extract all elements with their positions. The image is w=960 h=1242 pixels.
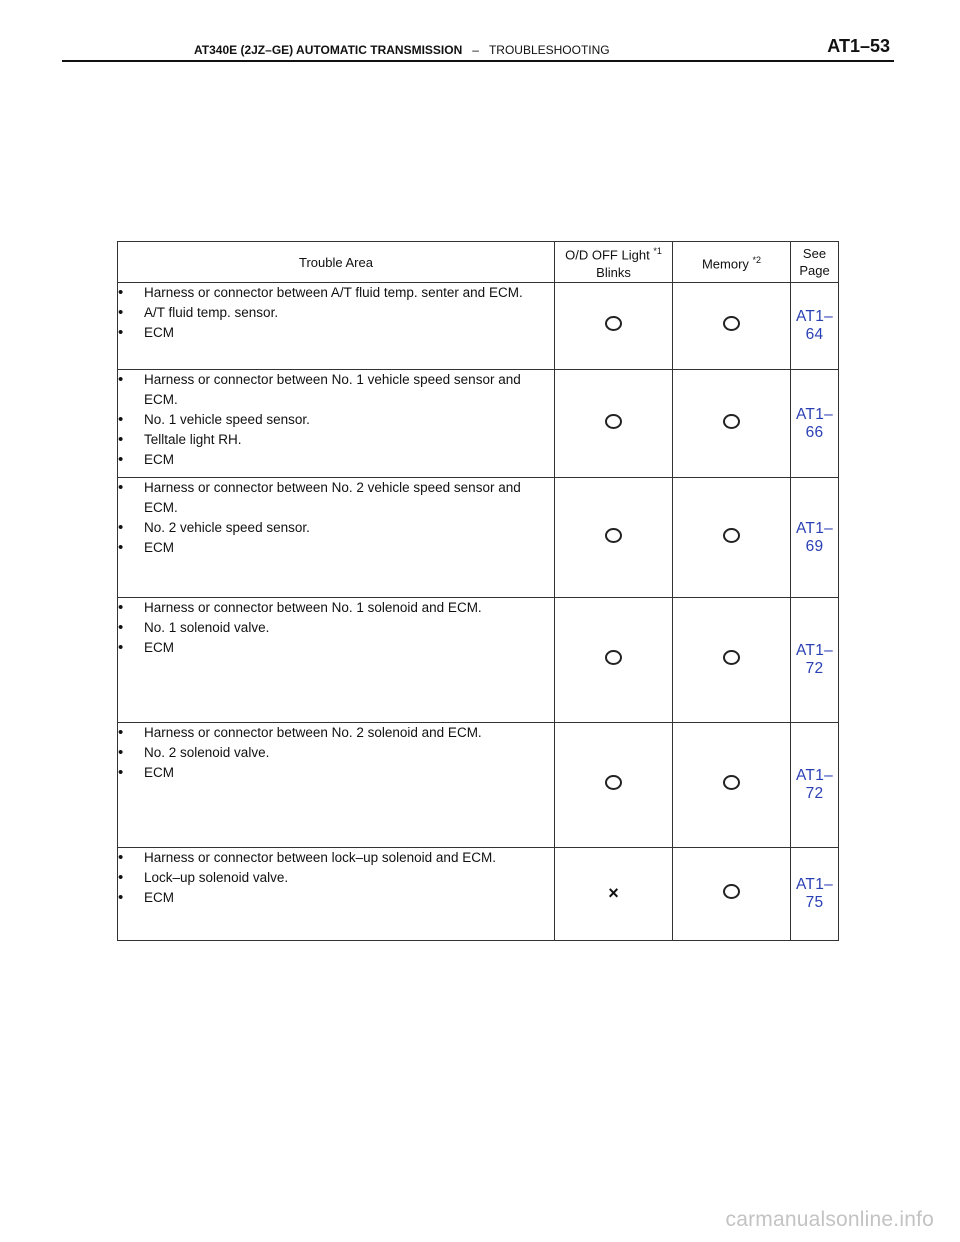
trouble-item: • Harness or connector between No. 2 vehicle speed sensor and ECM. xyxy=(118,478,554,518)
table-row xyxy=(118,283,839,370)
trouble-item: • Harness or connector between No. 2 solenoid and ECM. xyxy=(118,723,554,743)
header-od-off-light xyxy=(555,242,673,283)
table-row xyxy=(118,370,839,478)
page-reference-link[interactable]: AT1–72 xyxy=(795,767,834,802)
page-header xyxy=(62,26,894,62)
trouble-item: • No. 2 solenoid valve. xyxy=(118,743,554,763)
see-page-cell xyxy=(791,598,839,723)
trouble-item: • Harness or connector between No. 1 solenoid and ECM. xyxy=(118,598,554,618)
trouble-item: • ECM xyxy=(118,323,554,343)
trouble-item: • Harness or connector between A/T fluid temp. senter and ECM. xyxy=(118,283,554,303)
trouble-item: • Telltale light RH. xyxy=(118,430,554,450)
circle-mark-icon xyxy=(723,316,740,331)
trouble-area-list xyxy=(118,848,554,908)
page-reference-link[interactable]: AT1–64 xyxy=(795,308,834,343)
see-page-cell xyxy=(791,370,839,478)
trouble-item: • ECM xyxy=(118,538,554,558)
memory-cell xyxy=(673,723,791,848)
circle-mark-icon xyxy=(605,414,622,429)
circle-mark-icon xyxy=(723,884,740,899)
trouble-item: • A/T fluid temp. sensor. xyxy=(118,303,554,323)
page-reference-link[interactable]: AT1–69 xyxy=(795,519,834,555)
circle-mark-icon xyxy=(605,316,622,331)
note-1: *1 xyxy=(653,246,662,257)
header-separator: – xyxy=(472,43,479,57)
header-section: TROUBLESHOOTING xyxy=(488,43,610,57)
page-number: AT1–53 xyxy=(827,36,890,56)
trouble-area-list xyxy=(118,723,554,783)
header-title: AT340E (2JZ–GE) AUTOMATIC TRANSMISSION xyxy=(194,43,463,57)
memory-cell xyxy=(673,848,791,941)
header-page-label: Page xyxy=(799,263,830,278)
header-memory-label: Memory xyxy=(701,256,749,272)
trouble-item: • Lock–up solenoid valve. xyxy=(118,868,554,888)
trouble-item: • ECM xyxy=(118,888,554,908)
trouble-item: • Harness or connector between No. 1 vehicle speed sensor and ECM. xyxy=(118,370,554,410)
see-page-cell xyxy=(791,723,839,848)
trouble-item: • No. 1 solenoid valve. xyxy=(118,618,554,638)
od-off-cell xyxy=(555,598,673,723)
cross-mark-icon: × xyxy=(608,883,619,903)
trouble-item: • Harness or connector between lock–up solenoid and ECM. xyxy=(118,848,554,868)
memory-cell xyxy=(673,478,791,598)
table-row xyxy=(118,598,839,723)
trouble-area-list xyxy=(118,283,554,343)
trouble-table xyxy=(117,241,839,941)
od-off-cell xyxy=(555,723,673,848)
trouble-item: • ECM xyxy=(118,638,554,658)
circle-mark-icon xyxy=(605,528,622,543)
od-off-cell xyxy=(555,478,673,598)
od-off-cell xyxy=(555,848,673,941)
trouble-item: • No. 1 vehicle speed sensor. xyxy=(118,410,554,430)
circle-mark-icon xyxy=(723,650,740,665)
header-see-page xyxy=(791,242,839,283)
watermark: carmanualsonline.info xyxy=(725,1208,934,1231)
table-header-row xyxy=(118,242,839,283)
memory-cell xyxy=(673,370,791,478)
header-see-label: See xyxy=(802,246,827,261)
header-trouble-area: Trouble Area xyxy=(118,242,555,283)
header-od-off-label: O/D OFF Light xyxy=(565,247,650,263)
circle-mark-icon xyxy=(723,414,740,429)
memory-cell xyxy=(673,598,791,723)
trouble-area-cell xyxy=(118,848,555,941)
header-left xyxy=(194,43,610,57)
trouble-area-cell xyxy=(118,370,555,478)
table-row xyxy=(118,478,839,598)
page-reference-link[interactable]: AT1–66 xyxy=(795,405,834,441)
see-page-cell xyxy=(791,478,839,598)
see-page-cell xyxy=(791,848,839,941)
note-2: *2 xyxy=(752,254,762,265)
header-blinks-label: Blinks xyxy=(596,264,631,280)
see-page-cell xyxy=(791,283,839,370)
circle-mark-icon xyxy=(605,650,622,665)
trouble-area-cell xyxy=(118,598,555,723)
trouble-item: • ECM xyxy=(118,763,554,783)
page-reference-link[interactable]: AT1–75 xyxy=(795,876,834,911)
circle-mark-icon xyxy=(723,528,740,543)
trouble-area-list xyxy=(118,478,554,558)
trouble-area-list xyxy=(118,370,554,470)
trouble-area-cell xyxy=(118,723,555,848)
page-reference-link[interactable]: AT1–72 xyxy=(795,642,834,677)
trouble-item: • ECM xyxy=(118,450,554,470)
trouble-area-cell xyxy=(118,478,555,598)
memory-cell xyxy=(673,283,791,370)
od-off-cell xyxy=(555,283,673,370)
header-memory xyxy=(673,242,791,283)
od-off-cell xyxy=(555,370,673,478)
table-row xyxy=(118,848,839,941)
circle-mark-icon xyxy=(723,775,740,790)
circle-mark-icon xyxy=(605,775,622,790)
trouble-item: • No. 2 vehicle speed sensor. xyxy=(118,518,554,538)
trouble-area-list xyxy=(118,598,554,658)
trouble-area-cell xyxy=(118,283,555,370)
table-row xyxy=(118,723,839,848)
